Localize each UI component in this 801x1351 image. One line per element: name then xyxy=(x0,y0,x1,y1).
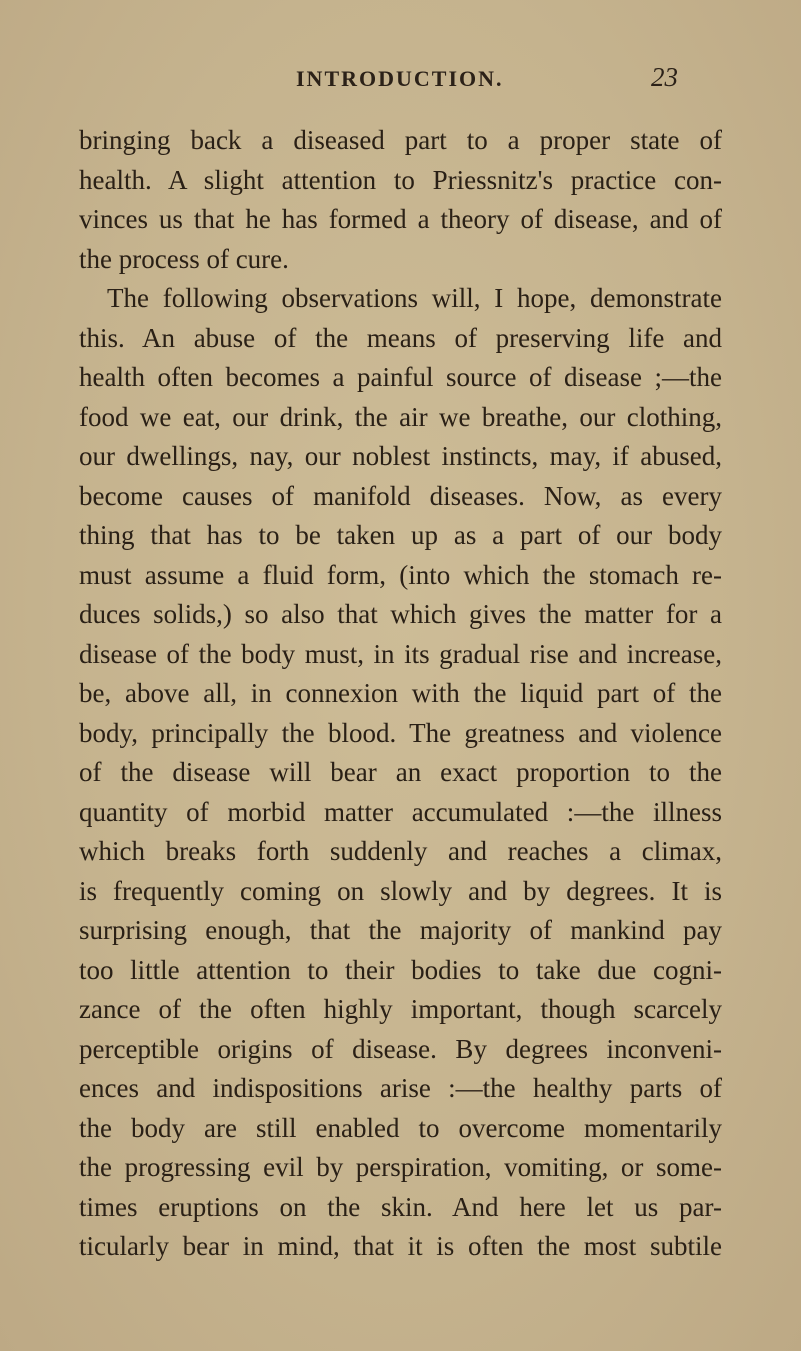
text-line-20: is frequently coming on slowly and by degrees. It is xyxy=(79,875,722,906)
text-line-8: food we eat, our drink, the air we breathe, our clothing, xyxy=(79,401,722,432)
text-line-28: times eruptions on the skin. And here let us par- xyxy=(79,1191,722,1222)
text-line-11: thing that has to be taken up as a part of our body xyxy=(79,520,722,550)
body-text xyxy=(79,121,722,1267)
text-line-15: be, above all, in connexion with the liquid part of the xyxy=(79,678,722,708)
text-line-14: disease of the body must, in its gradual rise and increase, xyxy=(79,638,722,669)
text-line-6: this. An abuse of the means of preserving life and xyxy=(79,322,722,353)
text-line-16: body, principally the blood. The greatness and violence xyxy=(79,717,722,748)
text-line-1: bringing back a diseased part to a proper state of xyxy=(79,125,722,155)
text-line-9: our dwellings, nay, our noblest instincts, may, if abused, xyxy=(79,441,722,471)
text-line-10: become causes of manifold diseases. Now, as every xyxy=(79,480,722,511)
text-line-23: zance of the often highly important, though scarcely xyxy=(79,994,722,1024)
text-line-17: of the disease will bear an exact proportion to the xyxy=(79,757,722,787)
text-line-13: duces solids,) so also that which gives the matter for a xyxy=(79,599,722,629)
text-line-21: surprising enough, that the majority of mankind pay xyxy=(79,915,722,945)
text-line-29: ticularly bear in mind, that it is often the most subtile xyxy=(79,1231,722,1261)
text-line-3: vinces us that he has formed a theory of disease, and of xyxy=(79,204,722,234)
text-line-12: must assume a fluid form, (into which the stomach re- xyxy=(79,559,722,590)
text-line-7: health often becomes a painful source of disease ;—the xyxy=(79,362,722,392)
running-title: INTRODUCTION. xyxy=(296,66,504,91)
text-line-18: quantity of morbid matter accumulated :—the illness xyxy=(79,796,722,827)
text-line-22: too little attention to their bodies to take due cogni- xyxy=(79,954,722,985)
text-line-19: which breaks forth suddenly and reaches a climax, xyxy=(79,836,722,866)
text-line-24: perceptible origins of disease. By degrees inconveni- xyxy=(79,1033,722,1064)
page-number: 23 xyxy=(651,62,678,92)
text-line-26: the body are still enabled to overcome momentarily xyxy=(79,1112,722,1143)
text-line-27: the progressing evil by perspiration, vomiting, or some- xyxy=(79,1152,722,1182)
text-line-2: health. A slight attention to Priessnitz's practice con- xyxy=(79,164,722,195)
text-line-4: the process of cure. xyxy=(79,243,289,274)
text-line-25: ences and indispositions arise :—the healthy parts of xyxy=(79,1073,722,1103)
text-line-5: The following observations will, I hope, demonstrate xyxy=(107,283,722,313)
page-header xyxy=(0,62,801,102)
